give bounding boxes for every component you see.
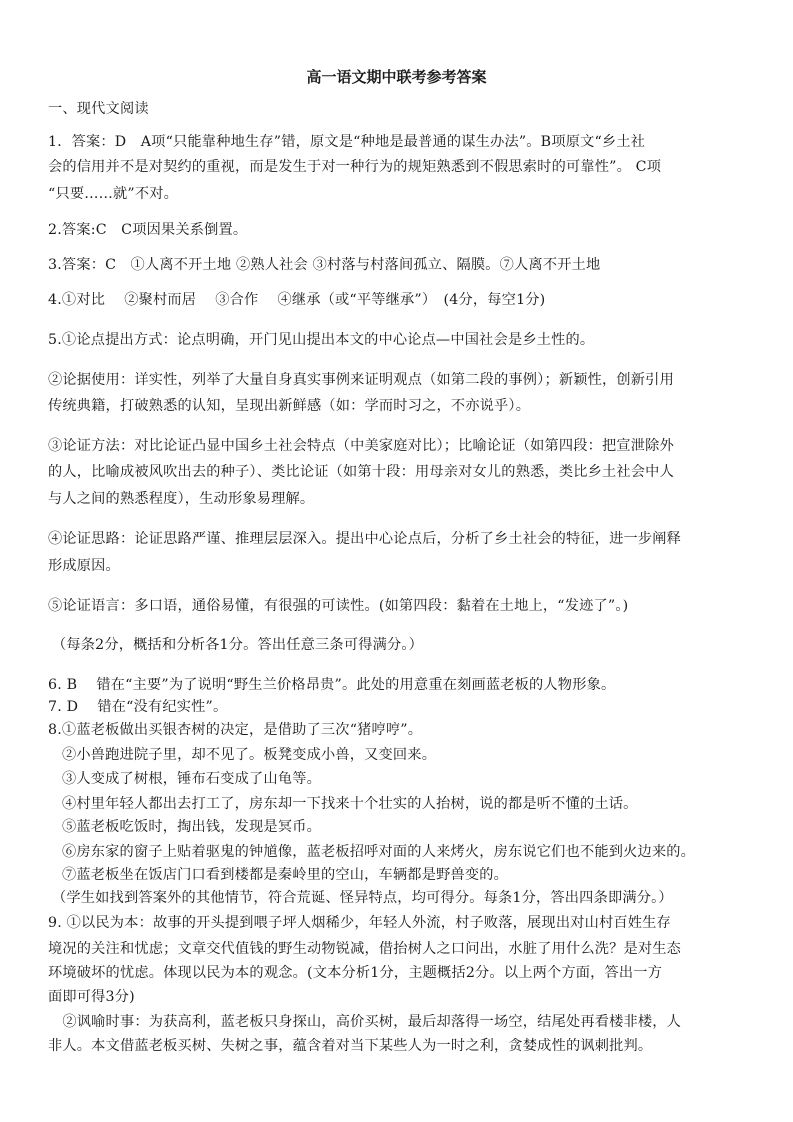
q8-line-2: ②小兽跑进院子里，却不见了。板凳变成小兽，又变回来。 — [62, 747, 437, 763]
q5-line-1: 5.①论点提出方式：论点明确，开门见山提出本文的中心论点—中国社会是乡土性的。 — [48, 332, 595, 348]
q5-line-6: 与人之间的熟悉程度），生动形象易理解。 — [48, 491, 315, 507]
q5-line-7: ④论证思路：论证思路严谨、推理层层深入。提出中心论点后，分析了乡土社会的特征，进一步阐释 — [48, 531, 682, 547]
q5-line-4: ③论证方法：对比论证凸显中国乡土社会特点（中美家庭对比）；比喻论证（如第四段：把宣泄除外 — [48, 438, 674, 454]
q2-answer: 2.答案:C C项因果关系倒置。 — [48, 222, 248, 238]
q5-line-9: ⑤论证语言：多口语，通俗易懂，有很强的可读性。(如第四段：黏着在土地上，“发迹了”。) — [48, 598, 629, 614]
q5-line-2: ②论据使用：详实性，列举了大量自身真实事例来证明观点（如第二段的事例）；新颖性，创新引用 — [48, 372, 674, 388]
q8-line-5: ⑤蓝老板吃饭时，掏出钱，发现是冥币。 — [62, 819, 321, 835]
q9-line-4: 面即可得3分) — [48, 989, 135, 1005]
q8-line-7: ⑦蓝老板坐在饭店门口看到楼都是秦岭里的空山，车辆都是野兽变的。 — [62, 867, 509, 883]
q6-answer: 6. B 错在“主要”为了说明“野生兰价格昂贵”。此处的用意重在刻画蓝老板的人物形象。 — [48, 677, 616, 693]
q3-answer: 3.答案：C ①人离不开土地 ②熟人社会 ③村落与村落间孤立、隔膜。⑦人离不开土地 — [48, 257, 601, 273]
q9-line-2: 境况的关注和忧虑；文章交代值钱的野生动物锐减，借抬树人之口问出，水脏了用什么洗？是对生态 — [48, 941, 682, 957]
q8-line-6: ⑥房东家的窗子上贴着驱鬼的钟馗像，蓝老板招呼对面的人来烤火，房东说它们也不能到火边来的。 — [62, 844, 696, 860]
q8-line-4: ④村里年轻人都出去打工了，房东却一下找来十个壮实的人抬树，说的都是听不懂的土话。 — [62, 796, 638, 812]
q5-line-5: 的人，比喻成被风吹出去的种子）、类比论证（如第十段：用母亲对女儿的熟悉，类比乡土社会中人 — [48, 464, 674, 480]
q4-answer: 4.①对比 ②聚村而居 ③合作 ④继承（或“平等继承”） (4分，每空1分) — [48, 292, 546, 308]
q7-answer: 7. D 错在“没有纪实性”。 — [48, 699, 228, 715]
page-title: 高一语文期中联考参考答案 — [306, 68, 487, 86]
q5-scoring-note: （每条2分，概括和分析各1分。答出任意三条可得满分。） — [52, 637, 424, 653]
q8-line-3: ③人变成了树根，锤布石变成了山龟等。 — [62, 771, 321, 787]
q9-line-3: 环境破坏的忧虑。体现以民为本的观念。(文本分析1分，主题概括2分。以上两个方面，答出一方 — [48, 965, 663, 981]
q8-line-1: 8.①蓝老板做出买银杏树的决定，是借助了三次“猪哼哼”。 — [48, 722, 423, 738]
section-heading: 一、现代文阅读 — [48, 101, 149, 117]
q1-line-2: 会的信用并不是对契约的重视，而是发生于对一种行为的规矩熟悉到不假思索时的可靠性”。 C项 — [48, 159, 662, 175]
q1-line-3: “只要……就”不对。 — [48, 186, 179, 202]
q5-line-3: 传统典籍，打破熟悉的认知，呈现出新鲜感（如：学而时习之，不亦说乎）。 — [48, 398, 531, 414]
q9-line-1: 9. ①以民为本：故事的开头提到喂子坪人烟稀少，年轻人外流，村子败落，展现出对山村百姓生存 — [48, 915, 671, 931]
q8-scoring-note: （学生如找到答案外的其他情节，符合荒诞、怪异特点，均可得分。每条1分，答出四条即满分。） — [52, 890, 673, 906]
q1-line-1: 1．答案：D A项“只能靠种地生存”错，原文是“种地是最普通的谋生办法”。B项原文“乡土社 — [48, 134, 646, 150]
q5-line-8: 形成原因。 — [48, 558, 120, 574]
q9-line-6: 非人。本文借蓝老板买树、失树之事，蕴含着对当下某些人为一时之利，贪婪成性的讽刺批判。 — [48, 1038, 653, 1054]
q9-line-5: ②讽喻时事：为获高利，蓝老板只身探山，高价买树，最后却落得一场空，结尾处再看楼非楼，人 — [48, 1014, 682, 1030]
